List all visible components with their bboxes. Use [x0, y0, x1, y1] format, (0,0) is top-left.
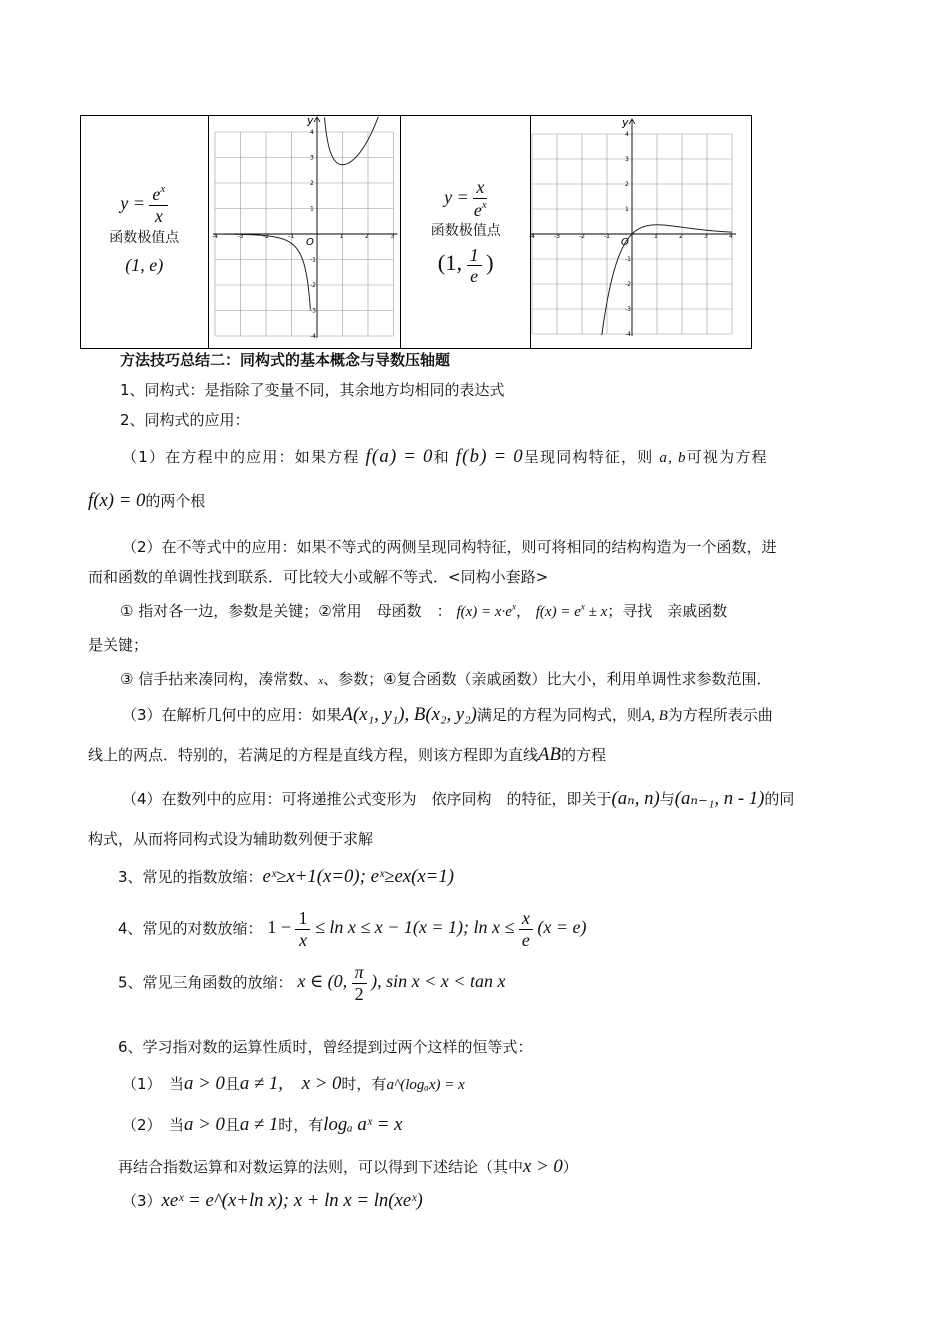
y-tick-label: 4 [625, 131, 629, 138]
extreme-point-label: 函数极值点 [109, 229, 180, 246]
x-tick-label: -1 [288, 233, 295, 240]
table-cell-graph-1 [208, 116, 401, 349]
origin-label: O [306, 237, 315, 248]
x-tick-label: -3 [554, 233, 560, 240]
paragraph-5: （2）在不等式中的应用：如果不等式的两侧呈现同构特征，则可将相同的结构构造为一个函数，进 [122, 538, 777, 556]
y-tick-label: -2 [310, 282, 317, 289]
x-tick-label: 3 [704, 233, 708, 240]
extreme-point-value: (1, $\frac{1}{e}$ ) [437, 244, 494, 287]
x-tick-label: -4 [529, 233, 535, 240]
x-tick-label: -2 [579, 233, 585, 240]
extreme-point-value: (1, e) [125, 255, 164, 276]
function-table [80, 115, 752, 349]
y-axis-label: y [622, 116, 629, 129]
paragraph-17: 6、学习指对数的运算性质时，曾经提到过两个这样的恒等式： [118, 1038, 533, 1056]
y-tick-label: 1 [625, 206, 629, 213]
paragraph-9: ③ 信手拈来凑同构，凑常数、x、参数；④复合函数（亲戚函数）比大小，利用单调性求参数范围． [120, 670, 772, 688]
paragraph-21: （3）xeˣ = e^(x+ln x); x + ln x = ln(xeˣ) [122, 1190, 423, 1211]
paragraph-18: （1） 当a > 0且a ≠ 1, x > 0时，有a^(logₐx) = x [122, 1073, 465, 1094]
formula-ex-over-x: y = $\frac{e^x}{x}$ [81, 183, 208, 226]
y-tick-label: -4 [625, 331, 631, 338]
x-tick-label: 1 [339, 233, 344, 240]
x-tick-label: -2 [263, 233, 270, 240]
paragraph-11: 线上的两点．特别的，若满足的方程是直线方程，则该方程即为直线AB的方程 [88, 744, 606, 765]
paragraph-15: 4、常见的对数放缩： 1 − $\frac{1}{x}$ ≤ ln x ≤ x − 1(x = 1); ln x ≤ $\frac{x}{e}$ (x = e) [118, 908, 587, 950]
paragraph-6: 而和函数的单调性找到联系．可比较大小或解不等式．<同构小套路> [88, 568, 549, 586]
y-tick-label: -3 [625, 306, 631, 313]
y-axis-label: y [307, 114, 314, 127]
y-tick-label: -3 [310, 307, 317, 315]
paragraph-16: 5、常见三角函数的放缩： x ∈ (0, $\frac{\pi}{2}$ ), sin x < x < tan x [118, 962, 506, 1004]
y-tick-label: -2 [625, 281, 631, 288]
x-tick-label: -3 [237, 233, 244, 240]
formula-x-over-ex: y = $\frac{x}{e^x}$ [444, 176, 487, 220]
x-tick-label: -1 [604, 233, 610, 240]
x-tick-label: 2 [679, 233, 683, 240]
table-cell-formula-1 [81, 116, 209, 349]
x-tick-label: 4 [729, 233, 733, 240]
x-tick-label: 3 [390, 233, 395, 240]
paragraph-3: （1）在方程中的应用：如果方程 f(a) = 0和 f(b) = 0呈现同构特征，则 a, b可视为方程 [122, 446, 768, 467]
y-tick-label: 3 [310, 154, 315, 162]
y-tick-label: 3 [625, 156, 629, 163]
y-tick-label: 2 [625, 181, 629, 188]
section-heading: 方法技巧总结二：同构式的基本概念与导数压轴题 [120, 351, 451, 369]
y-tick-label: -1 [310, 256, 317, 264]
function-curve [215, 234, 310, 310]
y-tick-label: 1 [310, 205, 315, 213]
paragraph-7: ① 指对各一边，参数是关键；②常用 母函数 ： $f(x) = x\cdot e^x$， $f(x) = e^x \pm x$；寻找 亲戚函数 [120, 601, 728, 620]
x-tick-label: -4 [212, 233, 219, 240]
paragraph-10: （3）在解析几何中的应用：如果A(x₁, y₁), B(x₂, y₂)满足的方程为同构式，则A, B为方程所表示曲 [122, 704, 773, 725]
extreme-point-label: 函数极值点 [430, 223, 501, 240]
paragraph-14: 3、常见的指数放缩：eˣ≥x+1(x=0); eˣ≥ex(x=1) [118, 866, 454, 887]
paragraph-19: （2） 当a > 0且a ≠ 1时，有logₐ aˣ = x [122, 1114, 403, 1135]
y-tick-label: 4 [310, 129, 315, 136]
paragraph-4: f(x) = 0的两个根 [88, 490, 206, 511]
x-tick-label: 2 [365, 233, 370, 240]
paragraph-20: 再结合指数运算和对数运算的法则，可以得到下述结论（其中x > 0） [118, 1156, 578, 1177]
table-cell-graph-2 [531, 116, 752, 349]
paragraph-12: （4）在数列中的应用：可将递推公式变形为 依序同构 的特征，即关于(aₙ, n)与(aₙ₋₁, n - 1)的同 [122, 788, 795, 809]
y-tick-label: -4 [310, 333, 317, 340]
paragraph-8: 是关键； [88, 636, 149, 654]
y-tick-label: 2 [310, 180, 315, 187]
paragraph-1: 1、同构式：是指除了变量不同，其余地方均相同的表达式 [120, 381, 505, 399]
graph-ex-over-x [209, 116, 399, 344]
y-tick-label: -1 [625, 256, 631, 263]
x-tick-label: 1 [654, 233, 658, 240]
table-cell-formula-2 [401, 116, 531, 349]
paragraph-2: 2、同构式的应用： [120, 411, 250, 429]
graph-x-over-ex [529, 116, 750, 344]
paragraph-13: 构式，从而将同构式设为辅助数列便于求解 [88, 830, 374, 848]
origin-label: O [621, 237, 629, 248]
